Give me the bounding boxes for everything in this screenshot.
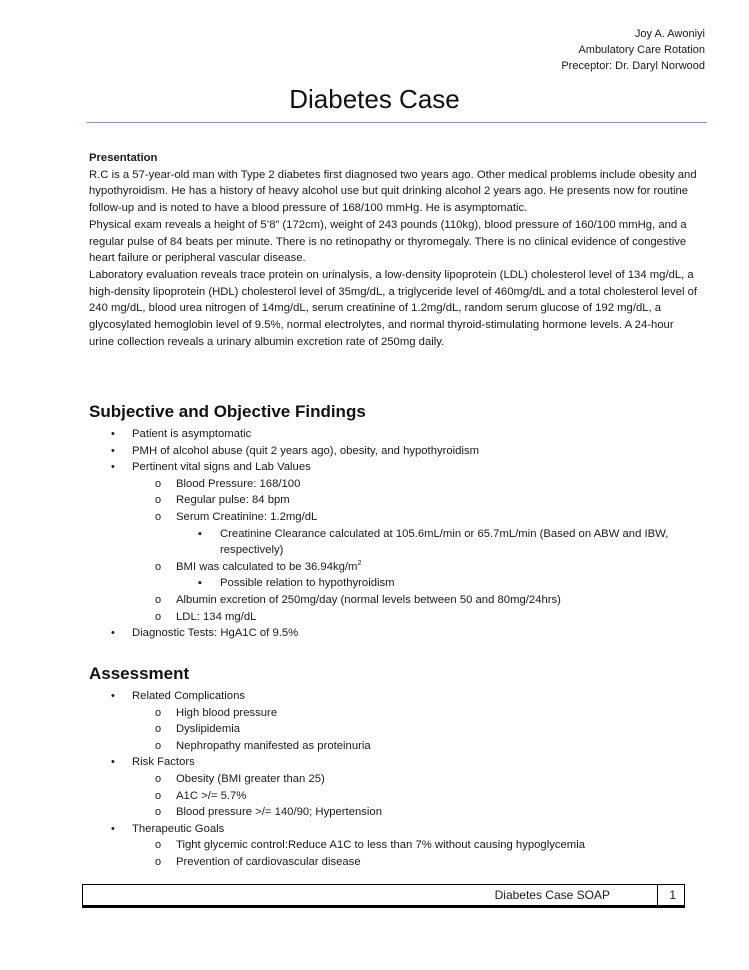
assessment-heading: Assessment — [89, 664, 190, 683]
bullet-marker: • — [111, 690, 115, 702]
list-item: o Nephropathy manifested as proteinuria — [89, 738, 701, 755]
list-item: o Obesity (BMI greater than 25) — [89, 771, 701, 788]
list-item: • PMH of alcohol abuse (quit 2 years ago), obesity, and hypothyroidism — [89, 443, 701, 460]
bullet-marker: • — [111, 428, 115, 440]
bullet-marker: • — [111, 444, 115, 457]
list-item: o Tight glycemic control:Reduce A1C to less than 7% without causing hypoglycemia — [89, 837, 701, 854]
page-number: 1 — [669, 888, 676, 902]
rotation-name: Ambulatory Care Rotation — [578, 44, 705, 56]
bmi-superscript: 2 — [357, 559, 362, 567]
list-item: ▪ Creatinine Clearance calculated at 105.6mL/min or 65.7mL/min (Based on ABW and IBW, respectively) — [198, 527, 669, 557]
list-item: o Albumin excretion of 250mg/day (normal levels between 50 and 80mg/24hrs) — [89, 592, 701, 609]
circle-marker: o — [155, 560, 162, 573]
title-divider — [87, 122, 707, 123]
circle-marker: o — [155, 510, 162, 523]
presentation-heading: Presentation — [89, 152, 158, 164]
circle-marker: o — [155, 806, 162, 819]
presentation-section — [89, 150, 701, 350]
bullet-marker: • — [111, 627, 115, 640]
presentation-paragraph-3: Laboratory evaluation reveals trace protein on urinalysis, a low-density lipoprotein (LDL) cholesterol level of 134 mg/dL, a high-density lipoprotein (HDL) cholesterol level of 35mg/dL, a triglyceride level of 460mg/dL and a total cholesterol level of 240 mg/dL, blood urea nitrogen of 14mg/dL, serum creatinine of 1.2mg/dL, random serum glucose of 192 mg/dL, a glycosylated hemoglobin level of 9.5%, normal electrolytes, and normal thyroid-stimulating hormone levels. A 24-hour urine collection reveals a urinary albumin excretion rate of 250mg daily. — [89, 268, 698, 348]
list-item: o Blood pressure >/= 140/90; Hypertension — [89, 804, 701, 821]
assessment-list — [89, 688, 701, 871]
square-marker: ▪ — [198, 577, 202, 590]
bullet-marker: • — [111, 822, 115, 835]
footer-label: Diabetes Case SOAP — [494, 888, 610, 902]
list-item: • Risk Factors — [89, 754, 701, 771]
circle-marker: o — [155, 610, 162, 623]
page-footer — [82, 884, 685, 908]
bullet-marker: • — [111, 756, 115, 769]
circle-marker: o — [155, 772, 162, 785]
list-item: o BMI was calculated to be $36.94kg/m^2$ — [89, 559, 701, 576]
circle-marker: o — [155, 855, 162, 868]
list-item: • Related Complications — [89, 688, 701, 705]
circle-marker: o — [155, 494, 162, 507]
list-item: o High blood pressure — [89, 705, 701, 722]
list-item: o Regular pulse: 84 bpm — [89, 492, 701, 509]
circle-marker: o — [155, 723, 162, 736]
findings-list — [89, 426, 701, 642]
list-item: o Dyslipidemia — [89, 721, 701, 738]
document-title: Diabetes Case — [289, 84, 460, 114]
list-item: • Patient is asymptomatic — [89, 426, 701, 443]
circle-marker: o — [155, 477, 162, 490]
presentation-paragraph-1: R.C is a 57-year-old man with Type 2 diabetes first diagnosed two years ago. Other medical problems include obesity and hypothyroidism. He has a history of heavy alcohol use but quit drinking alcohol 2 years ago. He presents now for routine follow-up and is noted to have a blood pressure of 168/100 mmHg. He is asymptomatic. — [89, 168, 697, 215]
list-item: o LDL: 134 mg/dL — [89, 609, 701, 626]
list-item: • Pertinent vital signs and Lab Values — [89, 459, 701, 476]
circle-marker: o — [155, 706, 162, 719]
square-marker: ▪ — [198, 527, 202, 540]
list-item: ▪ Possible relation to hypothyroidism — [89, 575, 701, 592]
list-item: • Therapeutic Goals — [89, 821, 701, 838]
presentation-paragraph-2: Physical exam reveals a height of 5’8” (172cm), weight of 243 pounds (110kg), blood pressure of 160/100 mmHg, and a regular pulse of 84 beats per minute. There is no retinopathy or thyromegaly. There is no clinical evidence of congestive heart failure or peripheral vascular disease. — [89, 218, 687, 265]
list-item: • Diagnostic Tests: HgA1C of 9.5% — [89, 625, 701, 642]
footer-divider — [657, 885, 658, 905]
list-item: o Serum Creatinine: 1.2mg/dL — [89, 509, 701, 526]
circle-marker: o — [155, 789, 162, 802]
circle-marker: o — [155, 839, 162, 852]
list-item: o A1C >/= 5.7% — [89, 788, 701, 805]
list-item: o Prevention of cardiovascular disease — [89, 854, 701, 871]
findings-heading: Subjective and Objective Findings — [89, 402, 366, 421]
circle-marker: o — [155, 739, 162, 752]
author-header — [561, 26, 705, 74]
circle-marker: o — [155, 593, 162, 606]
preceptor-name: Preceptor: Dr. Daryl Norwood — [561, 60, 705, 72]
bullet-marker: • — [111, 461, 115, 474]
list-item: o Blood Pressure: 168/100 — [89, 476, 701, 493]
author-name: Joy A. Awoniyi — [634, 28, 705, 40]
